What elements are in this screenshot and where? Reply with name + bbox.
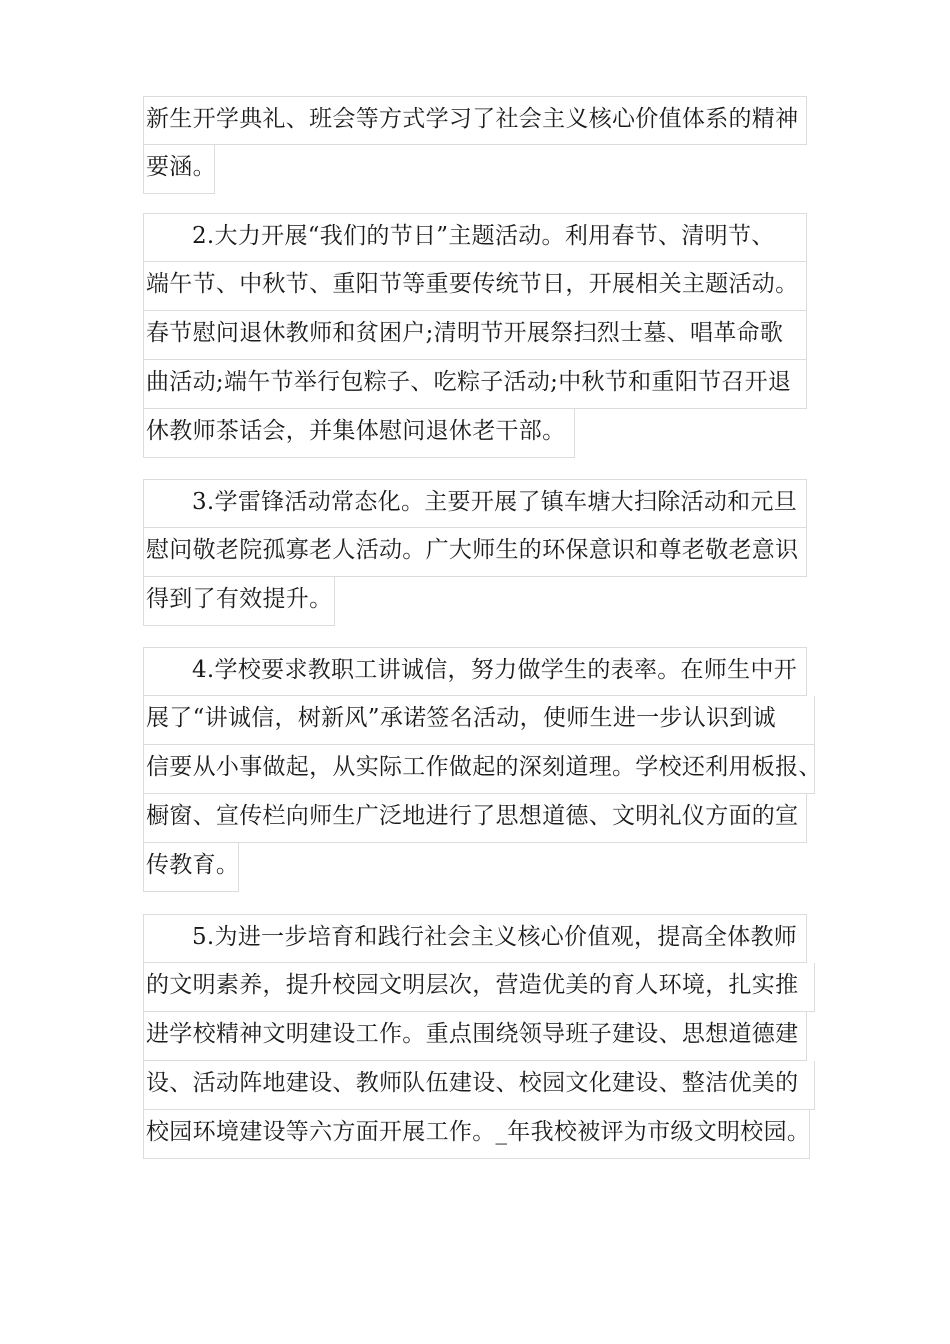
text-line: 3.学雷锋活动常态化。主要开展了镇车塘大扫除活动和元旦 [143,479,807,528]
paragraph-4 [143,647,823,892]
text-line: 休教师茶话会，并集体慰问退休老干部。 [143,409,575,458]
text-line: 5.为进一步培育和践行社会主义核心价值观，提高全体教师 [143,914,807,963]
text-line: 2.大力开展“我们的节日”主题活动。利用春节、清明节、 [143,213,807,262]
text-line: 的文明素养，提升校园文明层次，营造优美的育人环境，扎实推 [143,963,815,1012]
text-line: 要涵。 [143,145,215,194]
text-line: 信要从小事做起，从实际工作做起的深刻道理。学校还利用板报、 [143,745,815,794]
text-line: 设、活动阵地建设、教师队伍建设、校园文化建设、整洁优美的 [143,1061,815,1110]
text-line: 曲活动;端午节举行包粽子、吃粽子活动;中秋节和重阳节召开退 [143,360,807,409]
paragraph-5 [143,914,823,1159]
text-line: 校园环境建设等六方面开展工作。_年我校被评为市级文明校园。 [143,1110,810,1159]
text-line: 春节慰问退休教师和贫困户;清明节开展祭扫烈士墓、唱革命歌 [143,311,807,360]
paragraph-2 [143,213,823,458]
text-line: 新生开学典礼、班会等方式学习了社会主义核心价值体系的精神 [143,96,807,145]
text-line: 传教育。 [143,843,239,892]
text-line: 慰问敬老院孤寡老人活动。广大师生的环保意识和尊老敬老意识 [143,528,807,577]
text-line: 得到了有效提升。 [143,577,335,626]
paragraph-3 [143,479,823,626]
text-line: 进学校精神文明建设工作。重点围绕领导班子建设、思想道德建 [143,1012,807,1061]
text-line: 橱窗、宣传栏向师生广泛地进行了思想道德、文明礼仪方面的宣 [143,794,807,843]
text-line: 展了“讲诚信，树新风”承诺签名活动，使师生进一步认识到诚 [143,696,815,745]
text-line: 4.学校要求教职工讲诚信，努力做学生的表率。在师生中开 [143,647,807,696]
text-line: 端午节、中秋节、重阳节等重要传统节日，开展相关主题活动。 [143,262,807,311]
paragraph-continuation [143,96,823,194]
